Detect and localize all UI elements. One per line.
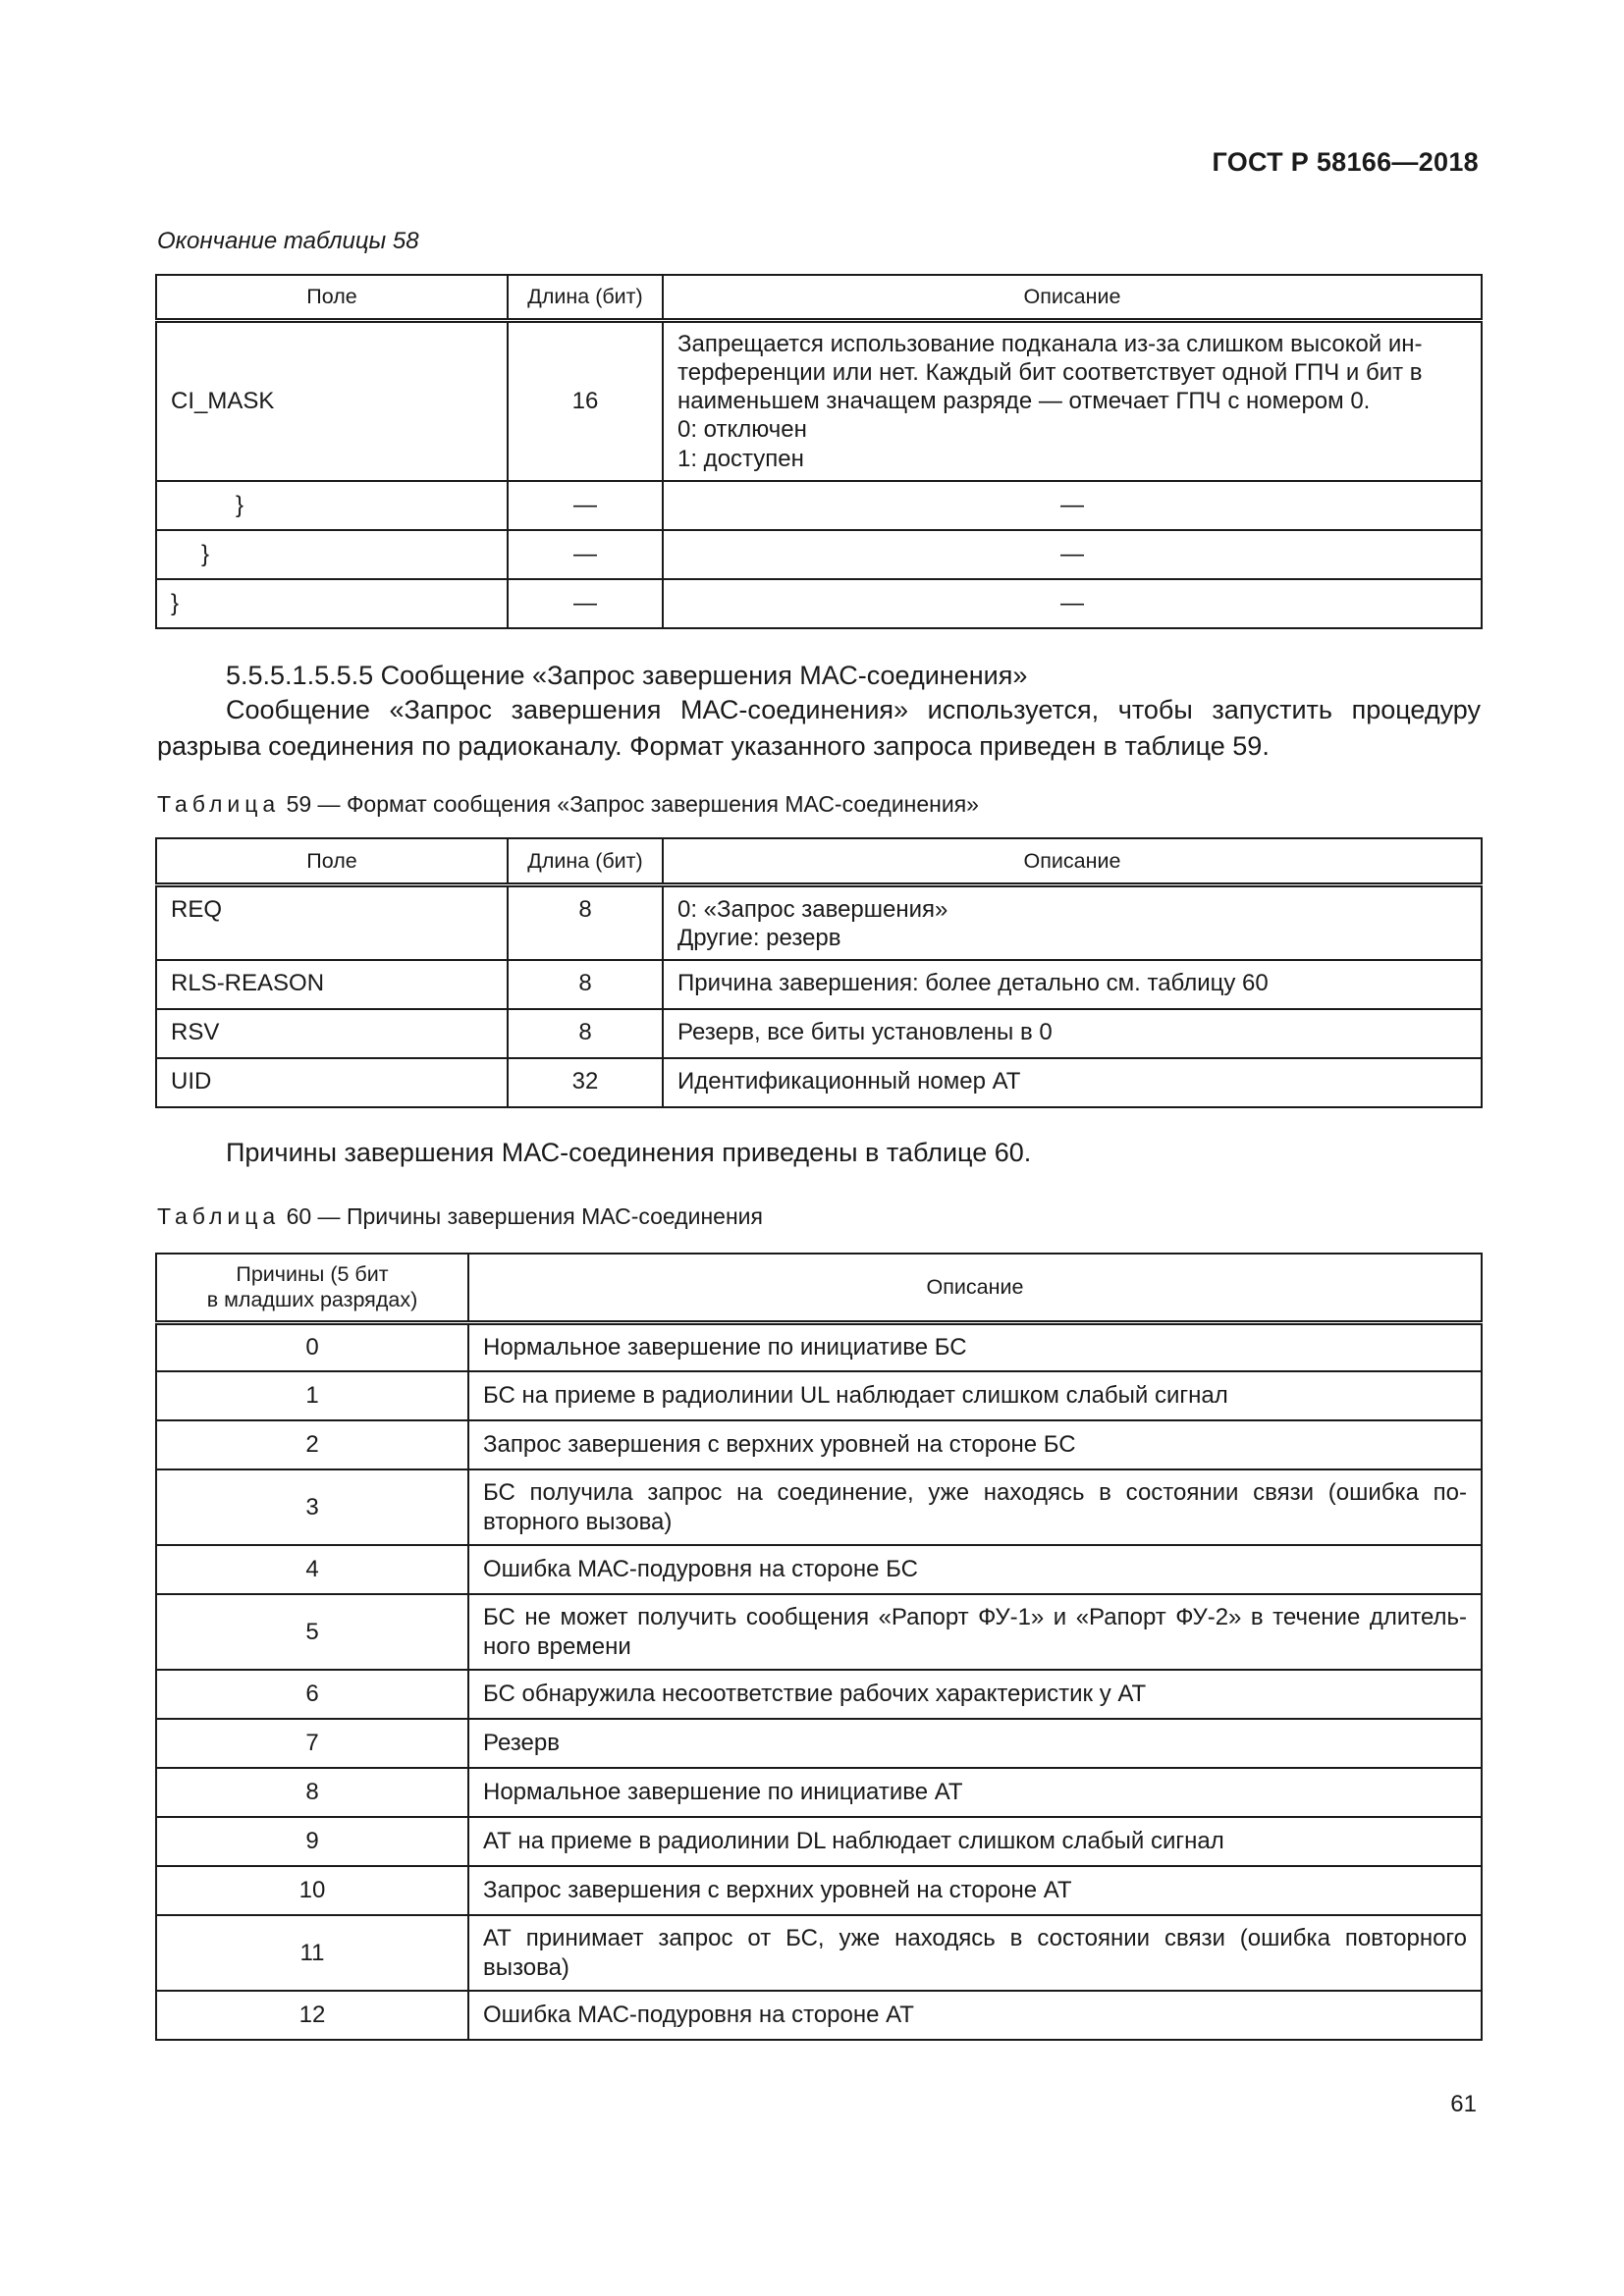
description-line: 1: доступен [677,445,804,472]
column-header: Поле [156,838,508,884]
column-header: Описание [663,275,1482,320]
document-header: ГОСТ Р 58166—2018 [1212,147,1479,177]
field-cell: } [156,579,508,628]
description-cell: Идентификационный номер АТ [663,1058,1482,1107]
table-row [156,1594,1482,1670]
table-row [156,1058,1482,1107]
code-cell: 11 [156,1915,468,1991]
field-cell: RLS-REASON [156,960,508,1009]
description-cell: АТ принимает запрос от БС, уже находясь в состоянии связи (ошибка повторного вызова) [468,1915,1482,1991]
code-cell: 1 [156,1371,468,1420]
table60-caption [157,1203,763,1230]
table-row [156,1322,1482,1371]
description-cell: — [663,481,1482,530]
length-cell: 8 [508,960,663,1009]
table-row [156,1420,1482,1469]
description-cell: БС обнаружила несоответствие рабочих характеристик у АТ [468,1670,1482,1719]
description-cell: — [663,530,1482,579]
table-row [156,1915,1482,1991]
description-cell: Ошибка МАС-подуровня на стороне БС [468,1545,1482,1594]
code-cell: 8 [156,1768,468,1817]
field-cell: RSV [156,1009,508,1058]
code-cell: 2 [156,1420,468,1469]
length-cell: — [508,579,663,628]
description-cell: Резерв, все биты установлены в 0 [663,1009,1482,1058]
table58-caption: Окончание таблицы 58 [157,228,419,254]
description-line: 0: отключен [677,416,807,444]
description-cell [663,320,1482,481]
column-header: Длина (бит) [508,275,663,320]
code-cell: 10 [156,1866,468,1915]
description-cell: Причина завершения: более детально см. таблицу 60 [663,960,1482,1009]
table-row [156,1768,1482,1817]
column-header: Длина (бит) [508,838,663,884]
table-row [156,481,1482,530]
field-cell: } [156,530,508,579]
description-cell: Запрос завершения с верхних уровней на стороне БС [468,1420,1482,1469]
table-60 [155,1253,1483,2041]
length-cell: 8 [508,1009,663,1058]
length-cell: 16 [508,320,663,481]
table-59 [155,837,1483,1108]
section-heading: 5.5.5.1.5.5.5 Сообщение «Запрос завершения МАС-соединения» [226,661,1028,690]
table-row [156,1866,1482,1915]
table-row [156,1991,1482,2040]
table-row [156,1545,1482,1594]
table59-caption [157,791,979,818]
code-cell: 12 [156,1991,468,2040]
code-cell: 9 [156,1817,468,1866]
column-header: Описание [663,838,1482,884]
description-line: Запрещается использование подканала из-за слишком высокой ин- [677,330,1423,357]
field-cell: CI_MASK [156,320,508,481]
table-58 [155,274,1483,629]
description-cell: — [663,579,1482,628]
table-title: 59 — Формат сообщения «Запрос завершения МАС-соединения» [286,791,979,817]
column-header: Описание [468,1254,1482,1322]
description-line: 0: «Запрос завершения» [677,895,948,923]
table-title: 60 — Причины завершения МАС-соединения [286,1203,763,1229]
length-cell: 8 [508,884,663,960]
table-row [156,1469,1482,1545]
length-cell: 32 [508,1058,663,1107]
table-row [156,1009,1482,1058]
table-row [156,1670,1482,1719]
description-cell [663,884,1482,960]
reasons-intro: Причины завершения МАС-соединения приведены в таблице 60. [226,1138,1032,1167]
length-cell: — [508,481,663,530]
code-cell: 4 [156,1545,468,1594]
section-paragraph: Сообщение «Запрос завершения МАС-соединения» используется, чтобы запустить процедуру разрыва соединения по радиоканалу. Формат указанного запроса приведен в таблице 59. [157,695,1481,761]
field-cell: REQ [156,884,508,960]
description-line: наименьшем значащем разряде — отмечает ГПЧ с номером 0. [677,388,1371,415]
description-cell: Ошибка МАС-подуровня на стороне АТ [468,1991,1482,2040]
table-row [156,1817,1482,1866]
description-cell: Запрос завершения с верхних уровней на стороне АТ [468,1866,1482,1915]
description-cell: БС получила запрос на соединение, уже находясь в состоянии связи (ошибка по-вторного вызова) [468,1469,1482,1545]
description-cell: Нормальное завершение по инициативе БС [468,1322,1482,1371]
description-cell: БС не может получить сообщения «Рапорт ФУ-1» и «Рапорт ФУ-2» в течение длитель-ного времени [468,1594,1482,1670]
code-cell: 6 [156,1670,468,1719]
code-cell: 3 [156,1469,468,1545]
table-row [156,960,1482,1009]
description-cell: Нормальное завершение по инициативе АТ [468,1768,1482,1817]
column-header: Поле [156,275,508,320]
field-cell: } [156,481,508,530]
table-row [156,884,1482,960]
table-row [156,320,1482,481]
code-cell: 0 [156,1322,468,1371]
table-row [156,1719,1482,1768]
page-number: 61 [1450,2091,1477,2117]
table-label: Таблица [157,1203,281,1229]
code-cell: 7 [156,1719,468,1768]
length-cell: — [508,530,663,579]
description-line: Другие: резерв [677,924,841,951]
table-row [156,1371,1482,1420]
table-label: Таблица [157,791,281,817]
field-cell: UID [156,1058,508,1107]
code-cell: 5 [156,1594,468,1670]
table-row [156,579,1482,628]
column-header: Причины (5 бит в младших разрядах) [156,1254,468,1322]
description-cell: БС на приеме в радиолинии UL наблюдает слишком слабый сигнал [468,1371,1482,1420]
description-cell: Резерв [468,1719,1482,1768]
description-cell: АТ на приеме в радиолинии DL наблюдает слишком слабый сигнал [468,1817,1482,1866]
description-line: терференции или нет. Каждый бит соответствует одной ГПЧ и бит в [677,358,1423,386]
table-row [156,530,1482,579]
